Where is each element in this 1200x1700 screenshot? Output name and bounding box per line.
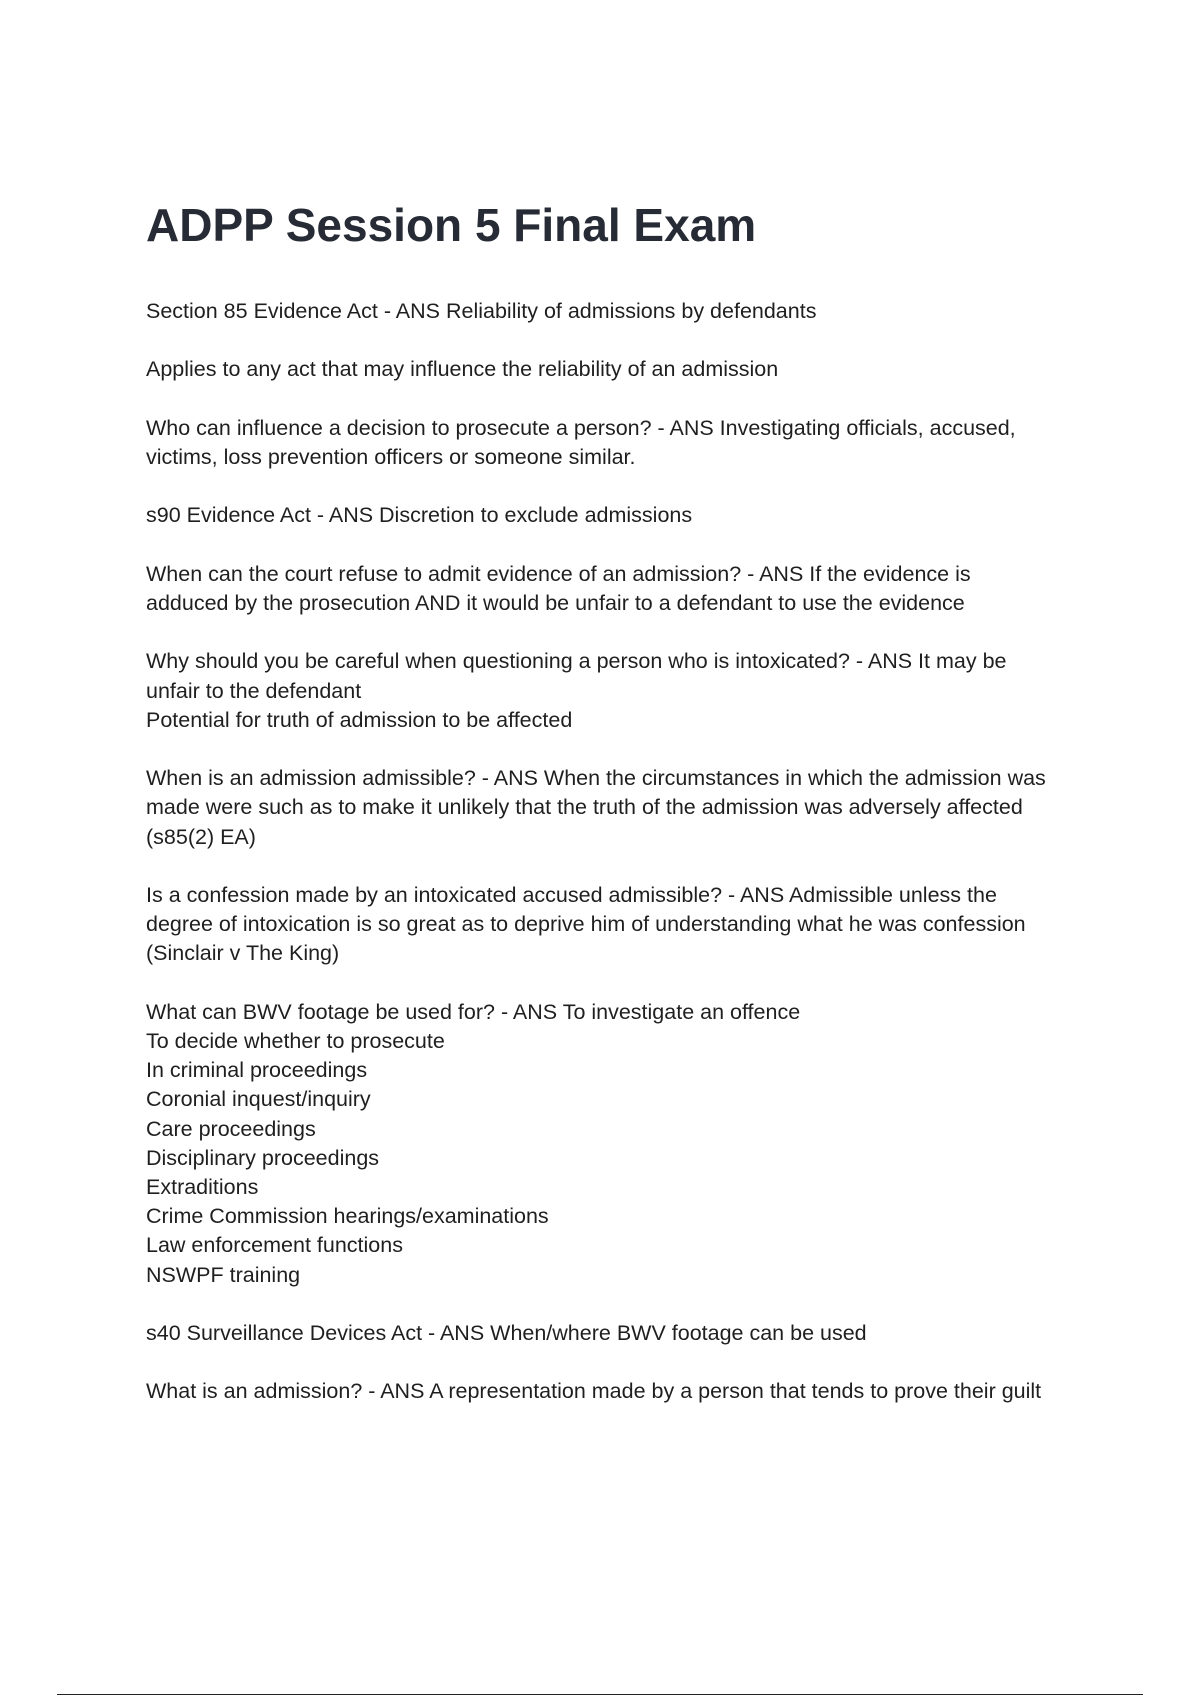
qa-entry-line: Extraditions [146,1174,259,1199]
qa-entry-line: made were such as to make it unlikely that the truth of the admission was adversely affected [146,795,1023,820]
qa-entry [146,998,1086,1290]
qa-entry-line: What is an admission? - ANS A representation made by a person that tends to prove their guilt [146,1379,1042,1404]
qa-entry-line: Law enforcement functions [146,1233,403,1258]
qa-entry-line: victims, loss prevention officers or someone similar. [146,444,636,469]
qa-entry-line: s40 Surveillance Devices Act - ANS When/where BWV footage can be used [146,1320,867,1345]
qa-entry-line: NSWPF training [146,1262,301,1287]
qa-entry [146,764,1086,852]
qa-entry-line: To decide whether to prosecute [146,1028,445,1053]
qa-entry-line: s90 Evidence Act - ANS Discretion to exclude admissions [146,503,693,528]
qa-entry-line: (Sinclair v The King) [146,941,340,966]
qa-entry [146,297,1086,326]
qa-entry-line: adduced by the prosecution AND it would be unfair to a defendant to use the evidence [146,590,965,615]
qa-entry-line: Care proceedings [146,1116,316,1141]
qa-entry [146,560,1086,618]
qa-entry-line: When can the court refuse to admit evidence of an admission? - ANS If the evidence is [146,561,971,586]
qa-entry-line: What can BWV footage be used for? - ANS To investigate an offence [146,999,801,1024]
qa-entry [146,355,1086,384]
qa-entry [146,881,1086,969]
qa-entry-line: Section 85 Evidence Act - ANS Reliability of admissions by defendants [146,299,817,323]
qa-entry [146,647,1086,735]
qa-entry-line: Is a confession made by an intoxicated accused admissible? - ANS Admissible unless the [146,882,997,907]
qa-entry [146,1319,1086,1348]
qa-list [146,297,1086,1436]
qa-entry-line: Why should you be careful when questioning a person who is intoxicated? - ANS It may be [146,649,1007,674]
qa-entry [146,414,1086,472]
qa-entry-line: Crime Commission hearings/examinations [146,1204,549,1229]
qa-entry-line: (s85(2) EA) [146,824,256,849]
qa-entry-line: Disciplinary proceedings [146,1145,380,1170]
qa-entry-line: Coronial inquest/inquiry [146,1087,371,1112]
qa-entry-line: unfair to the defendant [146,678,362,703]
qa-entry-line: Potential for truth of admission to be affected [146,707,573,732]
qa-entry [146,501,1086,530]
footer-divider [57,1694,1143,1695]
qa-entry-line: Who can influence a decision to prosecute a person? - ANS Investigating officials, accused, [146,415,1016,440]
page-title: ADPP Session 5 Final Exam [146,199,757,251]
qa-entry-line: In criminal proceedings [146,1058,368,1083]
qa-entry-line: Applies to any act that may influence the reliability of an admission [146,357,779,382]
qa-entry-line: When is an admission admissible? - ANS When the circumstances in which the admission was [146,766,1046,791]
qa-entry [146,1377,1086,1406]
qa-entry-line: degree of intoxication is so great as to deprive him of understanding what he was confession [146,912,1026,937]
